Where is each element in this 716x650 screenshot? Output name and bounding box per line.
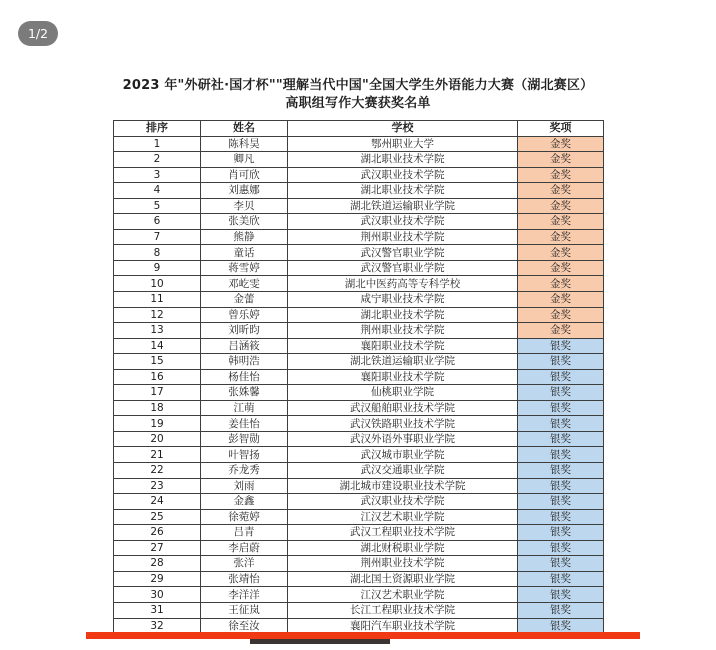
school-cell: 江汉艺术职业学院 <box>288 587 518 603</box>
rank-cell: 19 <box>114 416 201 432</box>
rank-cell: 26 <box>114 525 201 541</box>
award-cell: 金奖 <box>518 214 604 230</box>
award-cell: 银奖 <box>518 509 604 525</box>
name-cell: 张姝馨 <box>201 385 288 401</box>
award-cell: 银奖 <box>518 369 604 385</box>
rank-cell: 18 <box>114 400 201 416</box>
rank-cell: 27 <box>114 540 201 556</box>
school-cell: 襄阳职业技术学院 <box>288 338 518 354</box>
table-row <box>114 494 604 510</box>
table-row <box>114 431 604 447</box>
rank-cell: 25 <box>114 509 201 525</box>
red-underline-marking <box>86 632 640 639</box>
award-cell: 金奖 <box>518 198 604 214</box>
award-cell: 银奖 <box>518 587 604 603</box>
award-cell: 银奖 <box>518 338 604 354</box>
name-cell: 张洋 <box>201 556 288 572</box>
award-cell: 银奖 <box>518 556 604 572</box>
rank-cell: 20 <box>114 431 201 447</box>
column-header: 奖项 <box>518 121 604 137</box>
rank-cell: 14 <box>114 338 201 354</box>
school-cell: 武汉警官职业学院 <box>288 260 518 276</box>
school-cell: 湖北职业技术学院 <box>288 152 518 168</box>
name-cell: 金鑫 <box>201 494 288 510</box>
name-cell: 张美欣 <box>201 214 288 230</box>
rank-cell: 7 <box>114 229 201 245</box>
award-cell: 银奖 <box>518 354 604 370</box>
name-cell: 吕涵筱 <box>201 338 288 354</box>
school-cell: 咸宁职业技术学院 <box>288 292 518 308</box>
name-cell: 吕青 <box>201 525 288 541</box>
name-cell: 曾乐婷 <box>201 307 288 323</box>
table-row <box>114 245 604 261</box>
rank-cell: 22 <box>114 463 201 479</box>
award-cell: 金奖 <box>518 152 604 168</box>
school-cell: 武汉工程职业技术学院 <box>288 525 518 541</box>
school-cell: 荆州职业技术学院 <box>288 556 518 572</box>
rank-cell: 3 <box>114 167 201 183</box>
table-row <box>114 540 604 556</box>
rank-cell: 10 <box>114 276 201 292</box>
rank-cell: 31 <box>114 602 201 618</box>
school-cell: 武汉城市职业学院 <box>288 447 518 463</box>
name-cell: 李洋洋 <box>201 587 288 603</box>
rank-cell: 29 <box>114 571 201 587</box>
rank-cell: 21 <box>114 447 201 463</box>
name-cell: 李贝 <box>201 198 288 214</box>
page-indicator-badge <box>18 21 58 46</box>
rank-cell: 24 <box>114 494 201 510</box>
rank-cell: 23 <box>114 478 201 494</box>
table-row <box>114 602 604 618</box>
column-header: 姓名 <box>201 121 288 137</box>
award-cell: 银奖 <box>518 618 604 634</box>
award-cell: 金奖 <box>518 167 604 183</box>
table-row <box>114 556 604 572</box>
table-row <box>114 338 604 354</box>
name-cell: 刘惠娜 <box>201 183 288 199</box>
school-cell: 鄂州职业大学 <box>288 136 518 152</box>
name-cell: 卿凡 <box>201 152 288 168</box>
award-cell: 金奖 <box>518 276 604 292</box>
table-row <box>114 229 604 245</box>
table-row <box>114 385 604 401</box>
rank-cell: 2 <box>114 152 201 168</box>
school-cell: 武汉职业技术学院 <box>288 214 518 230</box>
school-cell: 襄阳职业技术学院 <box>288 369 518 385</box>
school-cell: 江汉艺术职业学院 <box>288 509 518 525</box>
name-cell: 叶智扬 <box>201 447 288 463</box>
school-cell: 湖北职业技术学院 <box>288 183 518 199</box>
rank-cell: 15 <box>114 354 201 370</box>
name-cell: 熊静 <box>201 229 288 245</box>
award-cell: 金奖 <box>518 292 604 308</box>
table-row <box>114 525 604 541</box>
award-cell: 银奖 <box>518 478 604 494</box>
table-row <box>114 369 604 385</box>
name-cell: 陈科昊 <box>201 136 288 152</box>
school-cell: 荆州职业技术学院 <box>288 323 518 339</box>
rank-cell: 11 <box>114 292 201 308</box>
award-cell: 金奖 <box>518 323 604 339</box>
name-cell: 江萌 <box>201 400 288 416</box>
award-cell: 银奖 <box>518 463 604 479</box>
rank-cell: 13 <box>114 323 201 339</box>
table-header-row <box>114 121 604 137</box>
table-row <box>114 198 604 214</box>
award-cell: 银奖 <box>518 416 604 432</box>
name-cell: 王征岚 <box>201 602 288 618</box>
award-cell: 银奖 <box>518 525 604 541</box>
table-row <box>114 136 604 152</box>
award-cell: 银奖 <box>518 494 604 510</box>
document-title-line1: 2023 年"外研社·国才杯""理解当代中国"全国大学生外语能力大赛（湖北赛区） <box>122 78 594 93</box>
rank-cell: 5 <box>114 198 201 214</box>
rank-cell: 6 <box>114 214 201 230</box>
name-cell: 刘昕昀 <box>201 323 288 339</box>
name-cell: 姜佳怡 <box>201 416 288 432</box>
award-cell: 银奖 <box>518 571 604 587</box>
school-cell: 武汉船舶职业技术学院 <box>288 400 518 416</box>
column-header: 学校 <box>288 121 518 137</box>
school-cell: 武汉职业技术学院 <box>288 167 518 183</box>
name-cell: 金蕾 <box>201 292 288 308</box>
page-indicator-label: 1/2 <box>27 26 49 41</box>
school-cell: 襄阳汽车职业技术学院 <box>288 618 518 634</box>
school-cell: 湖北城市建设职业技术学院 <box>288 478 518 494</box>
name-cell: 张靖怡 <box>201 571 288 587</box>
table-row <box>114 587 604 603</box>
photo-edge-shadow <box>250 639 390 644</box>
table-row <box>114 214 604 230</box>
name-cell: 杨佳怡 <box>201 369 288 385</box>
school-cell: 湖北职业技术学院 <box>288 307 518 323</box>
name-cell: 童话 <box>201 245 288 261</box>
award-cell: 金奖 <box>518 183 604 199</box>
table-row <box>114 416 604 432</box>
column-header: 排序 <box>114 121 201 137</box>
table-row <box>114 292 604 308</box>
school-cell: 湖北铁道运输职业学院 <box>288 198 518 214</box>
rank-cell: 12 <box>114 307 201 323</box>
name-cell: 韩明浩 <box>201 354 288 370</box>
award-cell: 金奖 <box>518 307 604 323</box>
name-cell: 李启蔚 <box>201 540 288 556</box>
award-cell: 银奖 <box>518 385 604 401</box>
rank-cell: 1 <box>114 136 201 152</box>
rank-cell: 8 <box>114 245 201 261</box>
award-cell: 金奖 <box>518 260 604 276</box>
school-cell: 武汉外语外事职业学院 <box>288 431 518 447</box>
award-cell: 银奖 <box>518 602 604 618</box>
name-cell: 刘雨 <box>201 478 288 494</box>
rank-cell: 28 <box>114 556 201 572</box>
name-cell: 蒋雪婷 <box>201 260 288 276</box>
award-cell: 银奖 <box>518 431 604 447</box>
school-cell: 仙桃职业学院 <box>288 385 518 401</box>
award-cell: 金奖 <box>518 229 604 245</box>
table-row <box>114 571 604 587</box>
name-cell: 徐至汝 <box>201 618 288 634</box>
rank-cell: 32 <box>114 618 201 634</box>
school-cell: 湖北国土资源职业学院 <box>288 571 518 587</box>
name-cell: 彭智勋 <box>201 431 288 447</box>
award-cell: 银奖 <box>518 447 604 463</box>
name-cell: 徐菀婷 <box>201 509 288 525</box>
table-row <box>114 276 604 292</box>
award-cell: 金奖 <box>518 245 604 261</box>
table-row <box>114 509 604 525</box>
award-cell: 金奖 <box>518 136 604 152</box>
name-cell: 乔龙秀 <box>201 463 288 479</box>
table-row <box>114 400 604 416</box>
table-row <box>114 183 604 199</box>
rank-cell: 4 <box>114 183 201 199</box>
table-row <box>114 323 604 339</box>
document-title <box>0 77 716 112</box>
school-cell: 湖北铁道运输职业学院 <box>288 354 518 370</box>
rank-cell: 9 <box>114 260 201 276</box>
school-cell: 湖北中医药高等专科学校 <box>288 276 518 292</box>
school-cell: 荆州职业技术学院 <box>288 229 518 245</box>
school-cell: 武汉铁路职业技术学院 <box>288 416 518 432</box>
table-row <box>114 307 604 323</box>
table-row <box>114 478 604 494</box>
rank-cell: 30 <box>114 587 201 603</box>
document-title-line2: 高职组写作大赛获奖名单 <box>285 95 431 111</box>
table-row <box>114 463 604 479</box>
table-row <box>114 354 604 370</box>
school-cell: 长江工程职业技术学院 <box>288 602 518 618</box>
award-table <box>113 120 604 634</box>
table-row <box>114 447 604 463</box>
name-cell: 肖可欣 <box>201 167 288 183</box>
table-row <box>114 167 604 183</box>
school-cell: 湖北财税职业学院 <box>288 540 518 556</box>
name-cell: 邓屹雯 <box>201 276 288 292</box>
table-row <box>114 152 604 168</box>
award-cell: 银奖 <box>518 400 604 416</box>
school-cell: 武汉交通职业学院 <box>288 463 518 479</box>
rank-cell: 17 <box>114 385 201 401</box>
table-row <box>114 260 604 276</box>
school-cell: 武汉警官职业学院 <box>288 245 518 261</box>
school-cell: 武汉职业技术学院 <box>288 494 518 510</box>
award-cell: 银奖 <box>518 540 604 556</box>
rank-cell: 16 <box>114 369 201 385</box>
